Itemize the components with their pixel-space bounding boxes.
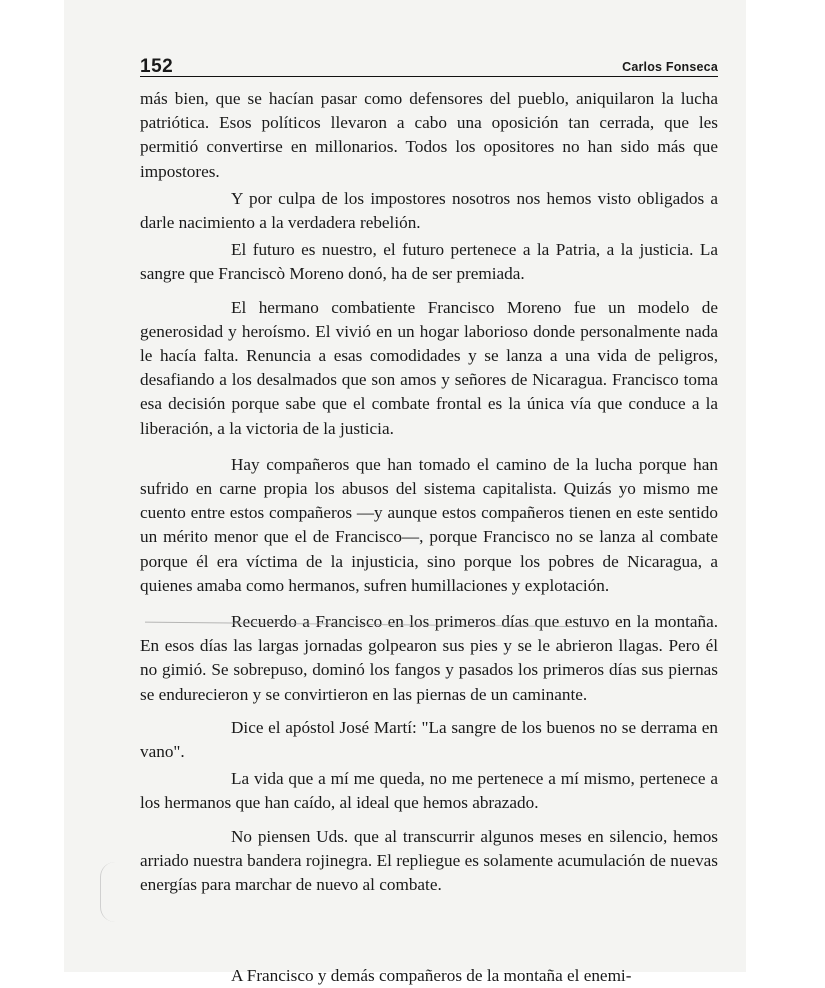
paragraph-6: Recuerdo a Francisco en los primeros días que estuvo en la montaña. En esos días las largas jornadas golpearon sus pies y se le abrieron llagas. Pero él no gimió. Se sobrepuso, dominó los fangos y pasados los primeros días sus piernas se endurecieron y se convirtieron en las piernas de un caminante. xyxy=(140,612,718,704)
header-rule xyxy=(140,76,718,77)
paragraph-2: Y por culpa de los impostores nosotros nos hemos visto obligados a darle nacimiento a la verdadera rebelión. xyxy=(140,188,718,233)
body-text xyxy=(140,87,718,897)
paragraph-10-partial: A Francisco y demás compañeros de la montaña el enemi- xyxy=(231,966,632,985)
paragraph-7: Dice el apóstol José Martí: "La sangre de los buenos no se derrama en vano". xyxy=(140,717,718,762)
page-number: 152 xyxy=(140,56,174,77)
running-head-author: Carlos Fonseca xyxy=(622,60,718,74)
margin-pencil-mark xyxy=(100,862,115,922)
paragraph-9: No piensen Uds. que al transcurrir algunos meses en silencio, hemos arriado nuestra bandera rojinegra. El repliegue es solamente acumulación de nuevas energías para marchar de nuevo al combate. xyxy=(140,826,718,895)
paragraph-8: La vida que a mí me queda, no me pertenece a mí mismo, pertenece a los hermanos que han caído, al ideal que hemos abrazado. xyxy=(140,769,718,813)
paragraph-5: Hay compañeros que han tomado el camino de la lucha porque han sufrido en carne propia los abusos del sistema capitalista. Quizás yo mismo me cuento entre estos compañeros —y aunque estos compañeros tienen en este sentido un mérito menor que el de Francisco—, porque Francisco no se lanza al combate porque él era víctima de la injusticia, sino porque los pobres de Nicaragua, a quienes amaba como hermanos, sufren humillaciones y explotación. xyxy=(140,454,718,595)
paragraph-4: El hermano combatiente Francisco Moreno fue un modelo de generosidad y heroísmo. El vivió en un hogar laborioso donde personalmente nada le hacía falta. Renuncia a esas comodidades y se lanza a una vida de peligros, desafiando a los desalmados que son amos y señores de Nicaragua. Francisco toma esa decisión porque sabe que el combate frontal es la única vía que conduce a la liberación, a la victoria de la justicia. xyxy=(140,297,718,438)
paragraph-1: más bien, que se hacían pasar como defensores del pueblo, aniquilaron la lucha patriótica. Esos políticos llevaron a cabo una oposición tan cerrada, que les permitió convertirse en millonarios. Todos los opositores no han sido más que impostores. xyxy=(140,89,718,181)
cut-off-line xyxy=(140,958,718,985)
paragraph-3: El futuro es nuestro, el futuro pertenece a la Patria, a la justicia. La sangre que Franciscò Moreno donó, ha de ser premiada. xyxy=(140,240,718,284)
